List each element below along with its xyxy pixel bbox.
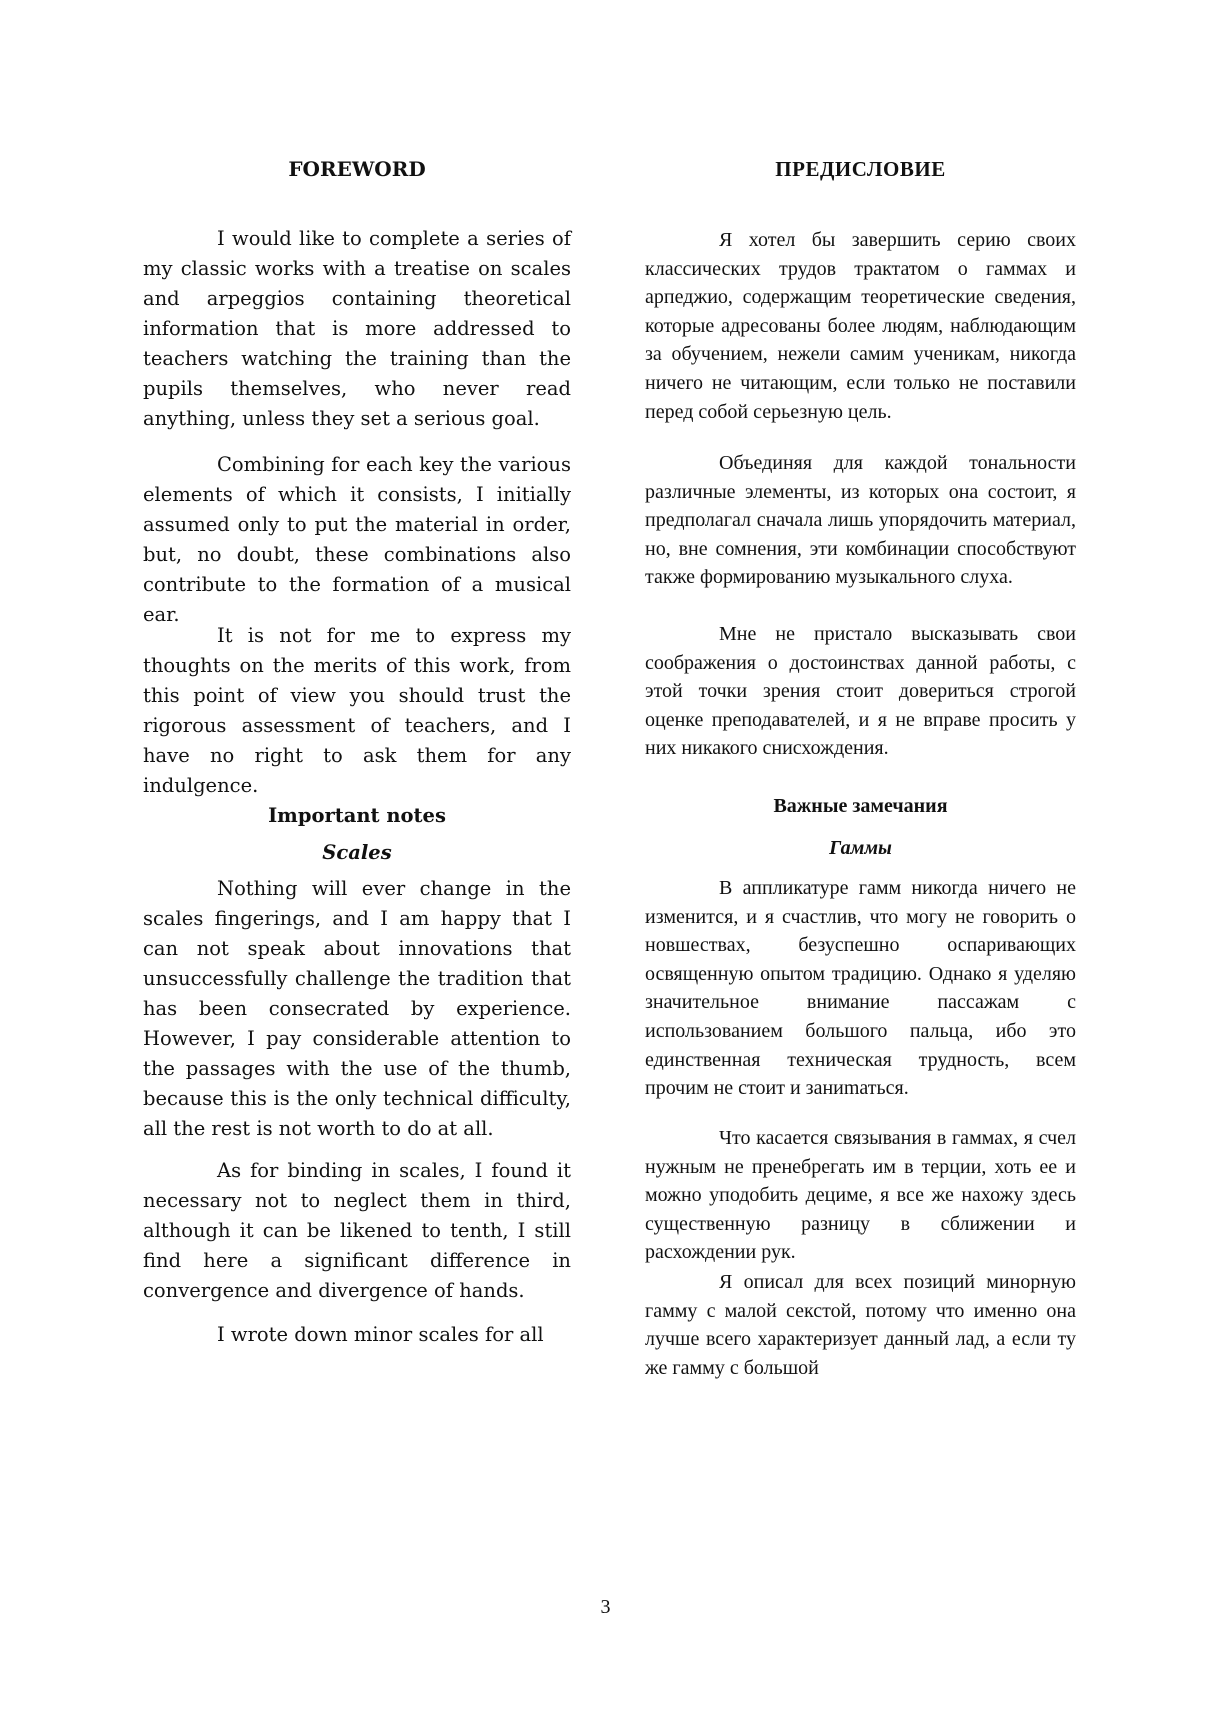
ru-scales-heading: Гаммы [829,837,892,859]
foreword-title: FOREWORD [288,157,426,181]
en-paragraph-1: I would like to complete a series of my classic works with a treatise on scales and arpeggios containing theoretical information that is more addressed to teachers watching the training than the pupils themselves, who never read anything, unless they set a serious goal. [143,227,571,430]
en-paragraph-3: It is not for me to express my thoughts on the merits of this work, from this point of view you should trust the rigorous assessment of teachers, and I have no right to ask them for any indulgence. [143,624,571,797]
ru-important-notes-heading: Важные замечания [773,795,948,817]
ru-paragraph-5: Что касается связывания в гаммах, я счел нужным не пренебрегать им в терции, хоть ее и можно уподобить дециме, я все же нахожу здесь существенную разницу в сближении и расхождении рук. [645,1127,1076,1264]
page-number: 3 [600,1596,611,1618]
ru-paragraph-1: Я хотел бы завершить серию своих классических трудов трактатом о гаммах и арпеджио, содержащим теоретические сведения, которые адресованы более людям, наблюдающим за обучением, нежели самим ученикам, никогда ничего не читающим, если только не поставили перед собой серьезную цель. [645,229,1076,423]
predislovie-title: ПРЕДИСЛОВИЕ [775,157,946,181]
ru-paragraph-2: Объединяя для каждой тональности различные элементы, из которых она состоит, я предполагал сначала лишь упорядочить материал, но, вне сомнения, эти комбинации способствуют также формированию музыкального слуха. [645,452,1076,589]
ru-paragraph-6: Я описал для всех позиций минорную гамму с малой секстой, потому что именно она лучше всего характеризует данный лад, а если ту же гамму с большой [645,1271,1076,1379]
ru-paragraph-3: Мне не пристало высказывать свои соображения о достоинствах данной работы, с этой точки зрения стоит довериться строгой оценке преподавателей, и я не вправе просить у них никакого снисхождения. [645,623,1076,760]
en-scales-heading: Scales [322,841,392,864]
en-paragraph-4: Nothing will ever change in the scales fingerings, and I am happy that I can not speak about innovations that unsuccessfully challenge the tradition that has been consecrated by experience. However, I pay considerable attention to the passages with the use of the thumb, because this is the only technical difficulty, all the rest is not worth to do at all. [143,877,571,1140]
en-paragraph-5: As for binding in scales, I found it necessary not to neglect them in third, although it can be likened to tenth, I still find here a significant difference in convergence and divergence of hands. [143,1159,571,1302]
en-paragraph-6: I wrote down minor scales for all [217,1323,544,1346]
en-paragraph-2: Combining for each key the various elements of which it consists, I initially assumed only to put the material in order, but, no doubt, these combinations also contribute to the formation of a musical ear. [143,453,571,626]
en-important-notes-heading: Important notes [268,804,446,827]
ru-paragraph-4: В аппликатуре гамм никогда ничего не изменится, и я счастлив, что могу не говорить о новшествах, безуспешно оспаривающих освященную опытом традицию. Однако я уделяю значительное внимание пассажам с использованием большого пальца, ибо это единственная техническая трудность, всем прочим не стоит и заниmаться. [645,877,1076,1100]
